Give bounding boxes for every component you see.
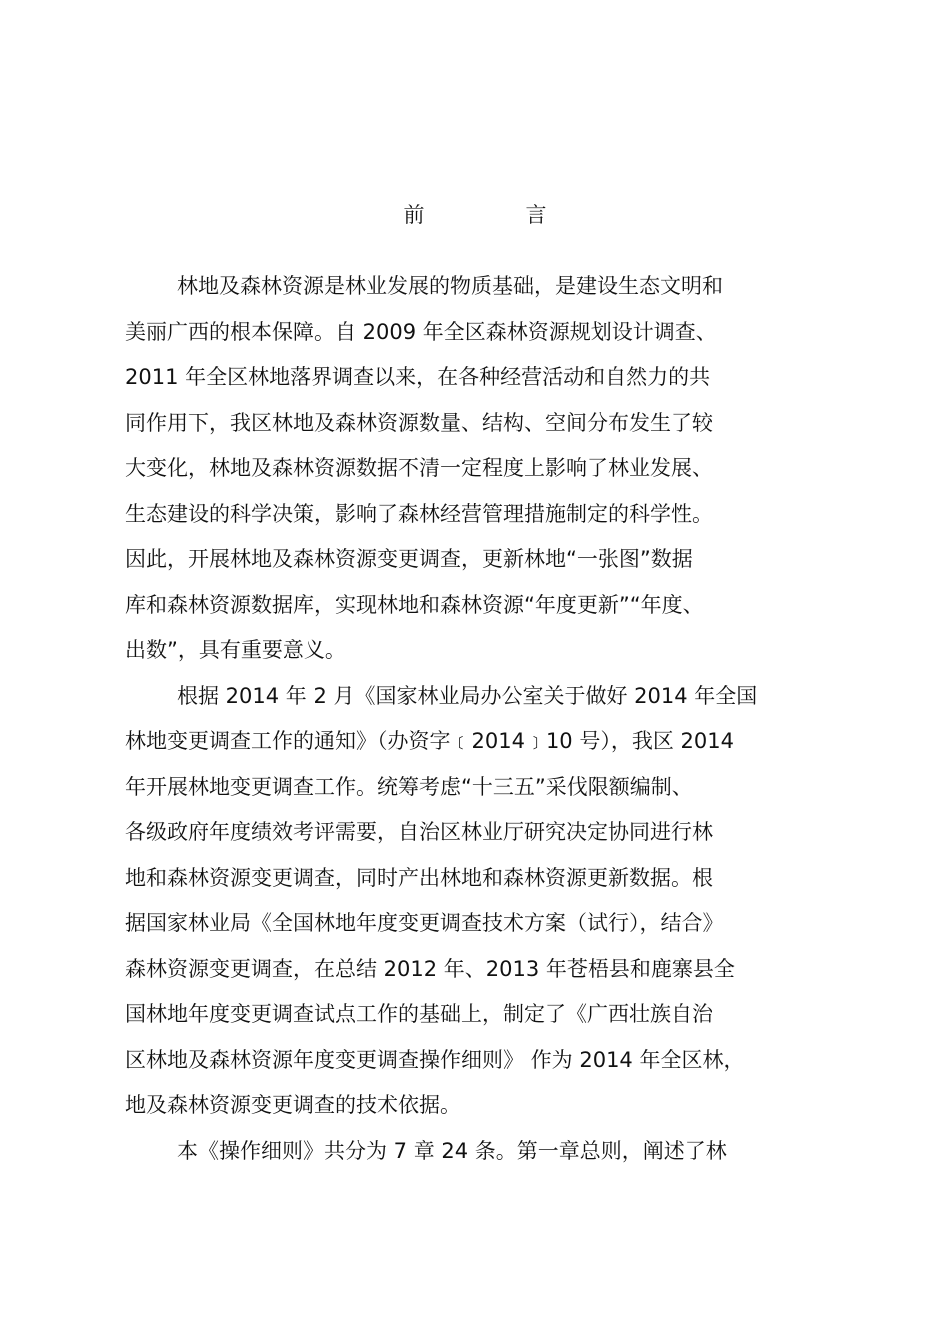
text-line: 地及森林资源变更调查的技术依据。 — [125, 1093, 461, 1117]
body-text — [125, 264, 825, 1174]
text-line: 森林资源变更调查，在总结 2012 年、2013 年苍梧县和鹿寨县全 — [125, 956, 735, 981]
text-line: 区林地及森林资源年度变更调查操作细则》 作为 2014 年全区林， — [125, 1047, 745, 1072]
text-line: 生态建设的科学决策，影响了森林经营管理措施制定的科学性。 — [125, 501, 713, 526]
text-line: 同作用下，我区林地及森林资源数量、结构、空间分布发生了较 — [125, 410, 713, 435]
text-line: 出数”，具有重要意义。 — [125, 638, 346, 662]
text-line: 国林地年度变更调查试点工作的基础上，制定了《广西壮族自治 — [125, 1002, 713, 1026]
page-title: 前 言 — [403, 203, 587, 227]
text-line: 据国家林业局《全国林地年度变更调查技术方案（试行），结合》 — [125, 911, 724, 935]
text-line: 大变化，林地及森林资源数据不清一定程度上影响了林业发展、 — [125, 456, 713, 480]
text-line: 因此，开展林地及森林资源变更调查，更新林地“一张图”数据 — [125, 547, 693, 571]
text-line: 2011 年全区林地落界调查以来，在各种经营活动和自然力的共 — [125, 365, 711, 389]
text-line: 本《操作细则》共分为 7 章 24 条。第一章总则，阐述了林 — [177, 1138, 727, 1163]
text-line: 库和森林资源数据库，实现林地和森林资源“年度更新”“年度、 — [125, 592, 704, 617]
text-line: 林地变更调查工作的通知》（办资字﹝2014﹞10 号），我区 2014 — [125, 729, 734, 753]
text-line: 年开展林地变更调查工作。统筹考虑“十三五”采伐限额编制、 — [125, 774, 693, 799]
text-line: 地和森林资源变更调查，同时产出林地和森林资源更新数据。根 — [125, 865, 713, 890]
text-line: 各级政府年度绩效考评需要，自治区林业厅研究决定协同进行林 — [125, 820, 713, 844]
text-line: 林地及森林资源是林业发展的物质基础，是建设生态文明和 — [177, 274, 723, 298]
text-line: 根据 2014 年 2 月《国家林业局办公室关于做好 2014 年全国 — [177, 683, 758, 708]
text-line: 美丽广西的根本保障。自 2009 年全区森林资源规划设计调查、 — [125, 319, 717, 344]
